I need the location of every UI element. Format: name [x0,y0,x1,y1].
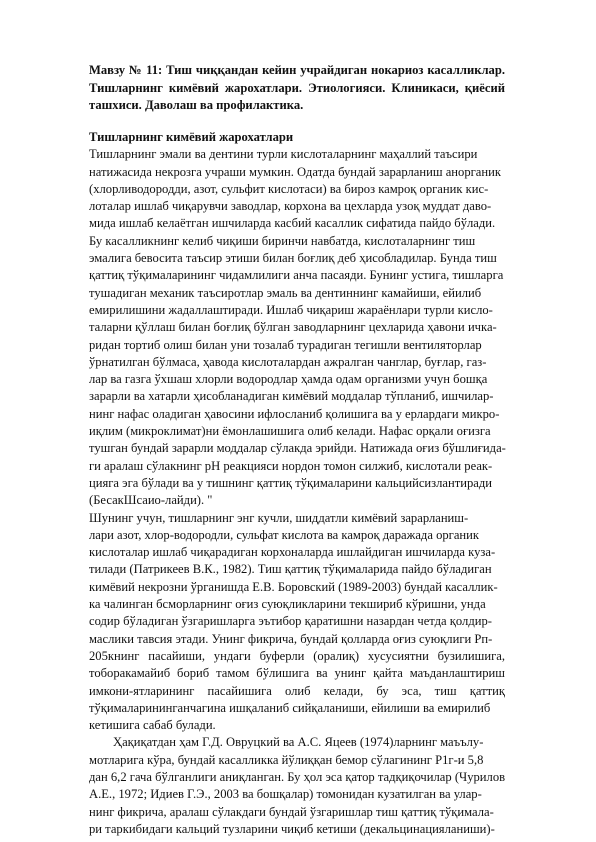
document-title: Мавзу № 11: Тиш чиққандан кейин учрайдиган нокариоз касалликлар. Тишларнинг кимёвий жарохатлари. Этиологияси. Клиникаси, қиёсий ташхиси. Даволаш ва профилактика. [89,63,505,112]
text-line: Тишларнинг эмали ва дентини турли кислоталарнинг маҳаллий таъсири [89,147,478,162]
text-line: маслики тавсия этади. Унинг фикрича, бундай қолларда оғиз суюқлиги Рп- [89,631,493,646]
text-line: натижасида некрозга учраши мумкин. Одатда бундай зарарланиш анорганик [89,164,501,179]
text-line: тилади (Патрикеев В.К., 1982). Тиш қаттиқ тўқималарида пайдо бўладиган [89,562,492,577]
text-line: тўқималарининганчагина ишқаланиб сийқаланиши, ейилиши ва емирилиб [89,700,491,715]
text-line: ридан тортиб олиш билан уни тозалаб турадиган тегишли вентиляторлар [89,337,482,352]
text-line: нинг фикрича, аралаш сўлакдаги бундай ўзгаришлар тиш қаттиқ тўқимала- [89,804,494,819]
text-line: (БесакШсаио-лайди). " [89,493,213,508]
text-line: лар ва газга ўхшаш хлорли водородлар ҳамда одам организми учун бошқа [89,372,488,387]
text-line: ка чалинган бсморларнинг оғиз суюқликларини текшириб кўришни, унда [89,597,486,612]
text-line: кимёвий некрозни ўрганишда Е.В. Боровский (1989-2003) бундай касаллик- [89,579,498,594]
text-line: Шунинг учун, тишларнинг энг кучли, шиддатли кимёвий зарарланиш- [89,510,469,525]
text-line: мида ишлаб келаётган ишчиларда касбий касаллик сифатида пайдо бўлади. [89,216,496,231]
text-line: цияга эга бўлади ва у тишнинг қаттиқ тўқималарини кальцийсизлантиради [89,475,493,490]
text-line: А.Е., 1972; Идиев Г.Э., 2003 ва бошқалар) томонидан кузатилган ва улар- [89,787,482,802]
text-line: қаттиқ тўқималарининг чидамлилиги анча пасаяди. Бунинг устига, тишларга [89,268,504,283]
section-heading: Тишларнинг кимёвий жарохатлари [89,130,294,144]
text-line: емирилишини жадаллаштиради. Ишлаб чиқариш жараёнлари турли кисло- [89,302,493,317]
text-line: дан 6,2 гача бўлганлиги аниқланган. Бу ҳол эса қатор тадқиқочилар (Чурилов [89,769,506,784]
text-line: эмалига бевосита таъсир этиши билан боғлиқ деб ҳисобладилар. Бунда тиш [89,251,497,266]
document-content [89,62,505,838]
text-line: зарарли ва хатарли ҳисобланадиган кимёвий моддалар тўпланиб, ишчилар- [89,389,494,404]
text-line: тушадиган механик таъсиротлар эмаль ва дентиннинг камайиши, ейилиб [89,285,482,300]
text-line: таларни қўллаш билан боғлиқ бўлган заводларнинг цехларида ҳавони ичка- [89,320,497,335]
text-line: Бу касалликнинг келиб чиқиши биринчи навбатда, кислоталарнинг тиш [89,233,476,248]
text-line: ри таркибидаги кальций тузларини чиқиб кетиши (декальцинацияланиши)- [89,821,495,836]
text-line: содир бўладиган ўзгаришларга эътибор қаратишни назардан четда қолдир- [89,614,492,629]
text-line: имкони-ятларининг пасайишига олиб келади, бу эса, тиш қаттиқ [89,683,505,698]
text-line: Ҳақиқатдан ҳам Г.Д. Овруцкий ва А.С. Яцеев (1974)ларнинг маъълу- [113,735,484,750]
text-line: кетишига сабаб булади. [89,718,216,733]
text-line: ги аралаш сўлакнинг рН реакцияси нордон томон силжиб, кислотали реак- [89,458,493,473]
spacer [89,115,505,130]
text-line: тоборакамайиб бориб тамом бўлишига ва унинг қайта маъданлаштириш [89,666,505,681]
text-line: лоталар ишлаб чиқарувчи заводлар, корхона ва цехларда узоқ муддат даво- [89,199,492,214]
text-line: (хлорливодородди, азот, сульфит кислотаси) ва бироз камроқ органик кис- [89,181,489,196]
text-line: мотларига кўра, бундай касалликка йўлиққан бемор сўлагининг Р1г-и 5,8 [89,752,484,767]
text-line: иқлим (микроклимат)ни ёмонлашишига олиб келади. Нафас орқали оғизга [89,424,491,439]
text-line: 205книнг пасайиши, ундаги буферли (оралиқ) хусусиятни бузилишига, [89,648,505,663]
body-text [89,146,505,838]
text-line: нинг нафас оладиган ҳавосини ифлосланиб қолишига ва у ерлардаги микро- [89,406,500,421]
text-line: тушган бундай зарарли моддалар сўлакда эрийди. Натижада оғиз бўшлиғида- [89,441,506,456]
text-line: кислоталар ишлаб чиқарадиган корхоналарда ишлайдиган ишчиларда куза- [89,545,496,560]
text-line: ўрнатилган бўлмаса, ҳавода кислоталардан ажралган чанглар, буғлар, газ- [89,354,487,369]
text-line: лари азот, хлор-водородли, сульфат кислота ва камроқ даражада органик [89,527,480,542]
